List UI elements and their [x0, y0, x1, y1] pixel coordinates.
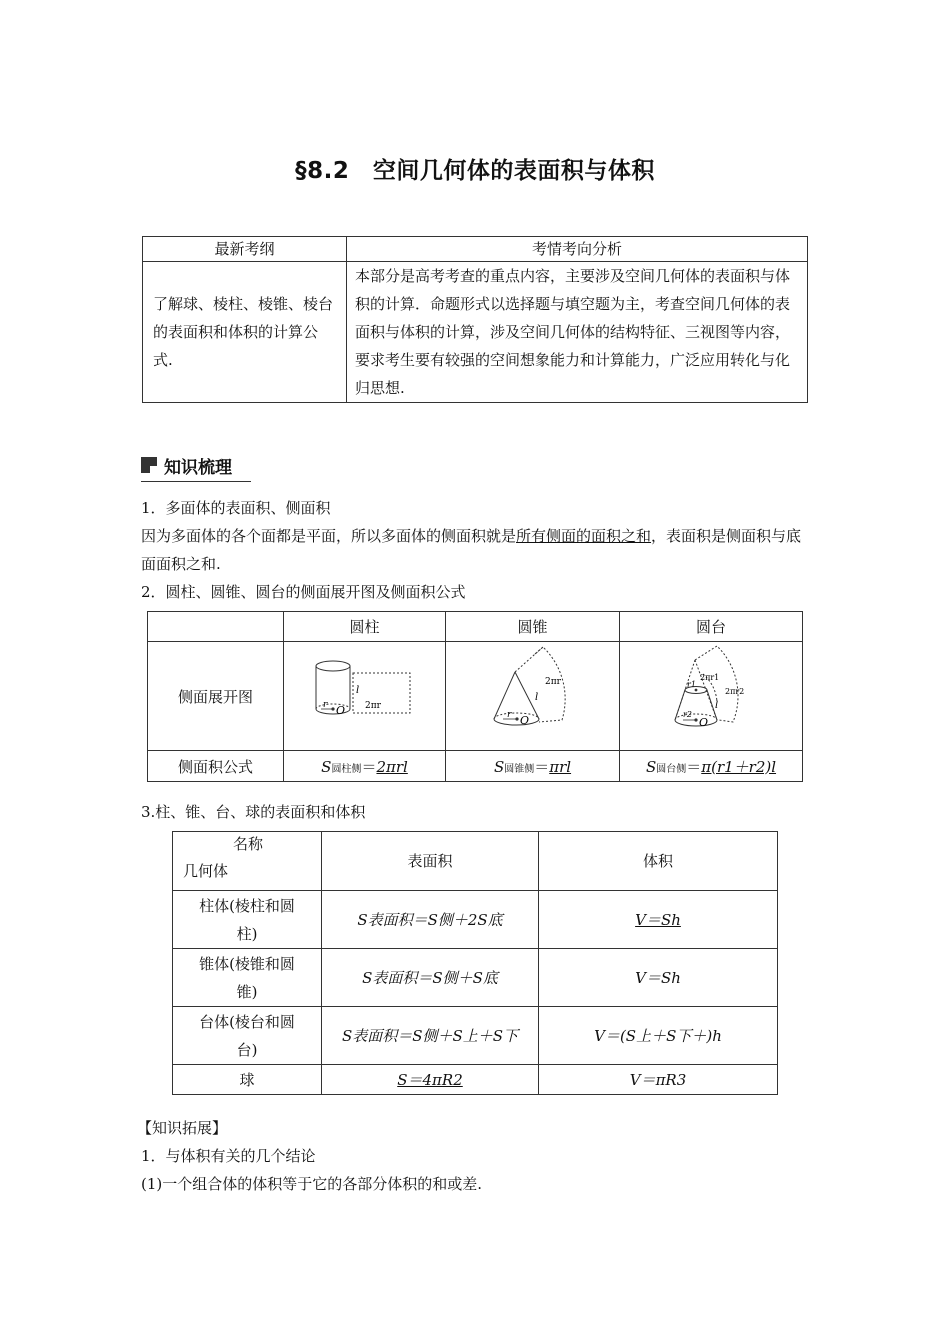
syllabus-table	[142, 236, 808, 403]
label-o: O	[335, 704, 345, 717]
syllabus-header-right: 考情考向分析	[347, 237, 808, 262]
answer-underline: πrl	[549, 757, 572, 776]
answer-underline: π(r1＋r2)l	[701, 757, 777, 776]
row-sphere-surface	[322, 1065, 539, 1095]
square-bullet-icon	[141, 457, 157, 473]
item3-heading: 3.柱、锥、台、球的表面积和体积	[141, 803, 366, 821]
row-pyramid-volume: V＝Sh	[539, 949, 778, 1007]
answer-underline: 2πrl	[376, 757, 408, 776]
cone-formula: S圆锥侧＝πrl	[446, 751, 620, 782]
surface-volume-table	[172, 831, 778, 1095]
row-sphere-name: 球	[173, 1065, 322, 1095]
item1-heading: 1．多面体的表面积、侧面积	[141, 499, 331, 517]
frustum-diagram-cell	[620, 642, 803, 751]
label-r2: r2	[683, 710, 692, 719]
row-prism-name: 柱体(棱柱和圆柱)	[173, 891, 322, 949]
cylinder-formula: S圆柱侧＝2πrl	[284, 751, 446, 782]
extension-line2: (1)一个组合体的体积等于它的各部分体积的和或差.	[141, 1175, 483, 1193]
row-development-label: 侧面展开图	[148, 642, 284, 751]
row-formula-label: 侧面积公式	[148, 751, 284, 782]
label-l: l	[534, 692, 538, 703]
row-sphere-volume: V＝πR3	[539, 1065, 778, 1095]
row-pyramid-surface: S表面积＝S侧＋S底	[322, 949, 539, 1007]
page-title: §8.2 空间几何体的表面积与体积	[295, 158, 655, 184]
frustum-development-diagram	[621, 642, 801, 746]
cylinder-diagram-cell	[284, 642, 446, 751]
row-frustum-volume: V＝(S上＋S下＋)h	[539, 1007, 778, 1065]
extension-heading: 【知识拓展】	[137, 1119, 228, 1137]
label-l: l	[715, 700, 719, 711]
corner-bottom-label: 几何体	[183, 862, 229, 880]
answer-underline: V＝Sh	[635, 910, 681, 929]
label-2pir: 2πr	[544, 677, 561, 687]
label-2pir1: 2πr1	[700, 673, 720, 682]
extension-line1: 1．与体积有关的几个结论	[141, 1147, 316, 1165]
label-r1: r1	[687, 680, 696, 689]
frustum-formula: S圆台侧＝π(r1＋r2)l	[620, 751, 803, 782]
syllabus-header-left: 最新考纲	[143, 237, 347, 262]
col-cone: 圆锥	[446, 612, 620, 642]
label-2pir2: 2πr2	[725, 687, 745, 696]
item1-text: 因为多面体的各个面都是平面，所以多面体的侧面积就是所有侧面的面积之和，表面积是侧面积与底面面积之和.	[141, 527, 802, 573]
lateral-area-table	[147, 611, 803, 782]
row-prism-surface: S表面积＝S侧＋2S底	[322, 891, 539, 949]
cylinder-development-diagram	[285, 642, 445, 746]
label-r: r	[506, 710, 511, 720]
row-pyramid-name: 锥体(棱锥和圆锥)	[173, 949, 322, 1007]
syllabus-left-cell: 了解球、棱柱、棱锥、棱台的表面积和体积的计算公式.	[143, 262, 347, 403]
label-o: O	[699, 716, 709, 729]
col-cylinder: 圆柱	[284, 612, 446, 642]
col-volume-header: 体积	[539, 832, 778, 891]
item2-heading: 2．圆柱、圆锥、圆台的侧面展开图及侧面积公式	[141, 583, 466, 601]
row-prism-volume	[539, 891, 778, 949]
label-l: l	[355, 685, 359, 696]
row-frustum-surface: S表面积＝S侧＋S上＋S下	[322, 1007, 539, 1065]
row-frustum-name: 台体(棱台和圆台)	[173, 1007, 322, 1065]
corner-top-label: 名称	[233, 835, 264, 853]
label-r: r	[322, 700, 327, 710]
answer-underline: S＝4πR2	[397, 1070, 463, 1089]
answer-underline: 所有侧面的面积之和	[516, 527, 652, 545]
label-2pir: 2πr	[364, 701, 381, 711]
syllabus-right-cell: 本部分是高考考查的重点内容，主要涉及空间几何体的表面积与体积的计算．命题形式以选择题与填空题为主，考查空间几何体的表面积与体积的计算，涉及空间几何体的结构特征、三视图等内容，要求考生要有较强的空间想象能力和计算能力，广泛应用转化与化归思想.	[347, 262, 808, 403]
section-heading: 知识梳理	[164, 458, 232, 478]
col-surface-header: 表面积	[322, 832, 539, 891]
corner-cell	[173, 832, 322, 891]
label-o: O	[519, 714, 529, 727]
cone-development-diagram	[447, 642, 619, 746]
cone-diagram-cell	[446, 642, 620, 751]
col-frustum: 圆台	[620, 612, 803, 642]
